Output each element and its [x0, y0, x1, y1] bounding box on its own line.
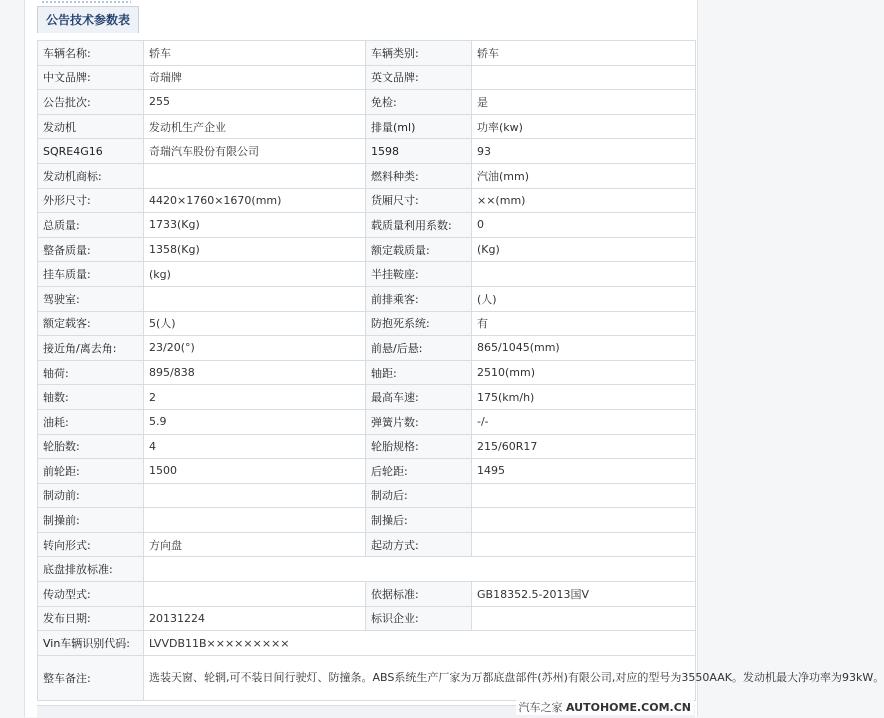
param-value	[472, 262, 696, 287]
param-value: 功率(kw)	[472, 114, 696, 139]
param-label: 发动机商标:	[38, 163, 144, 188]
param-label: 防抱死系统:	[366, 311, 472, 336]
table-row	[38, 459, 696, 484]
param-value: 1358(Kg)	[144, 237, 366, 262]
param-label: 前轮距:	[38, 459, 144, 484]
param-value: ××(mm)	[472, 188, 696, 213]
param-value	[144, 508, 366, 533]
param-value: 奇瑞牌	[144, 65, 366, 90]
param-value	[472, 65, 696, 90]
param-label: 整车备注:	[38, 655, 144, 700]
params-table	[37, 40, 884, 701]
table-row	[38, 360, 696, 385]
table-row	[38, 385, 696, 410]
param-label: 燃料种类:	[366, 163, 472, 188]
param-label: 轴荷:	[38, 360, 144, 385]
watermark-en: AUTOHOME.COM.CN	[566, 701, 691, 714]
param-value: 895/838	[144, 360, 366, 385]
param-value: 1500	[144, 459, 366, 484]
param-value: 175(km/h)	[472, 385, 696, 410]
decorative-dots	[41, 0, 131, 4]
table-row	[38, 90, 696, 115]
param-value: 4420×1760×1670(mm)	[144, 188, 366, 213]
param-value: 865/1045(mm)	[472, 336, 696, 361]
param-value: 255	[144, 90, 366, 115]
table-row	[38, 532, 696, 557]
table-row	[38, 582, 696, 607]
table-row	[38, 409, 696, 434]
param-value: 1495	[472, 459, 696, 484]
param-label: Vin车辆识别代码:	[38, 631, 144, 656]
param-value: 0	[472, 213, 696, 238]
param-value: 汽油(mm)	[472, 163, 696, 188]
table-row	[38, 557, 696, 582]
param-label: 轴距:	[366, 360, 472, 385]
param-value	[472, 483, 696, 508]
param-value-remark: 选装天窗、轮辋,可不装日间行驶灯、防撞条。ABS系统生产厂家为万都底盘部件(苏州)有限公司,对应的型号为3550AAK。发动机最大净功率为93kW。	[144, 655, 696, 700]
param-label: 额定载客:	[38, 311, 144, 336]
table-row	[38, 606, 696, 631]
table-row	[38, 139, 696, 164]
param-label: 依据标准:	[366, 582, 472, 607]
param-label: 1598	[366, 139, 472, 164]
param-label: 载质量利用系数:	[366, 213, 472, 238]
table-row	[38, 336, 696, 361]
param-value: 5.9	[144, 409, 366, 434]
watermark-cn: 汽车之家	[518, 701, 563, 714]
param-value: 1733(Kg)	[144, 213, 366, 238]
param-value	[472, 606, 696, 631]
param-label: 标识企业:	[366, 606, 472, 631]
param-label: 起动方式:	[366, 532, 472, 557]
param-label: 额定载质量:	[366, 237, 472, 262]
table-row	[38, 262, 696, 287]
param-label: 接近角/离去角:	[38, 336, 144, 361]
param-value	[472, 508, 696, 533]
param-label: 驾驶室:	[38, 286, 144, 311]
document-page	[24, 0, 884, 717]
param-value	[144, 557, 696, 582]
table-row	[38, 237, 696, 262]
tab-row	[37, 6, 139, 34]
param-label: 转向形式:	[38, 532, 144, 557]
param-label: 免检:	[366, 90, 472, 115]
param-value	[144, 286, 366, 311]
table-row	[38, 65, 696, 90]
param-value: 4	[144, 434, 366, 459]
param-label: 制动后:	[366, 483, 472, 508]
param-label: 半挂鞍座:	[366, 262, 472, 287]
param-value-vin: LVVDB11B×××××××××	[144, 631, 696, 656]
param-value: 2	[144, 385, 366, 410]
param-label: 英文品牌:	[366, 65, 472, 90]
param-label: 发动机	[38, 114, 144, 139]
table-row	[38, 508, 696, 533]
param-value: 2510(mm)	[472, 360, 696, 385]
table-row	[38, 655, 696, 700]
param-label: SQRE4G16	[38, 139, 144, 164]
param-value: (kg)	[144, 262, 366, 287]
table-row	[38, 188, 696, 213]
param-label: 车辆类别:	[366, 41, 472, 66]
table-row	[38, 163, 696, 188]
param-value	[144, 582, 366, 607]
table-row	[38, 41, 696, 66]
param-label: 轮胎规格:	[366, 434, 472, 459]
param-label: 底盘排放标准:	[38, 557, 144, 582]
param-label: 排量(ml)	[366, 114, 472, 139]
param-value	[144, 163, 366, 188]
param-label: 传动型式:	[38, 582, 144, 607]
table-row	[38, 286, 696, 311]
param-value: 23/20(°)	[144, 336, 366, 361]
param-value: -/-	[472, 409, 696, 434]
watermark	[516, 699, 695, 715]
param-value: 方向盘	[144, 532, 366, 557]
param-label: 车辆名称:	[38, 41, 144, 66]
param-value: 有	[472, 311, 696, 336]
param-label: 中文品牌:	[38, 65, 144, 90]
param-label: 前排乘客:	[366, 286, 472, 311]
param-label: 后轮距:	[366, 459, 472, 484]
param-value: 20131224	[144, 606, 366, 631]
param-label: 最高车速:	[366, 385, 472, 410]
param-value: GB18352.5-2013国V	[472, 582, 696, 607]
param-value: 发动机生产企业	[144, 114, 366, 139]
tab-announcement-params[interactable]: 公告技术参数表	[37, 6, 139, 33]
param-value: 5(人)	[144, 311, 366, 336]
param-label: 外形尺寸:	[38, 188, 144, 213]
table-row	[38, 483, 696, 508]
param-value: 93	[472, 139, 696, 164]
param-label: 前悬/后悬:	[366, 336, 472, 361]
param-value: (人)	[472, 286, 696, 311]
param-label: 油耗:	[38, 409, 144, 434]
param-label: 整备质量:	[38, 237, 144, 262]
table-row	[38, 114, 696, 139]
param-label: 货厢尺寸:	[366, 188, 472, 213]
param-value: 轿车	[144, 41, 366, 66]
param-label: 制动前:	[38, 483, 144, 508]
param-label: 挂车质量:	[38, 262, 144, 287]
table-row	[38, 213, 696, 238]
param-label: 制操后:	[366, 508, 472, 533]
table-row	[38, 631, 696, 656]
param-value: (Kg)	[472, 237, 696, 262]
table-row	[38, 434, 696, 459]
param-value: 轿车	[472, 41, 696, 66]
param-label: 轮胎数:	[38, 434, 144, 459]
table-row	[38, 311, 696, 336]
param-value: 是	[472, 90, 696, 115]
param-label: 总质量:	[38, 213, 144, 238]
param-label: 轴数:	[38, 385, 144, 410]
param-value: 215/60R17	[472, 434, 696, 459]
param-value	[472, 532, 696, 557]
param-value	[144, 483, 366, 508]
param-label: 发布日期:	[38, 606, 144, 631]
param-label: 公告批次:	[38, 90, 144, 115]
param-label: 弹簧片数:	[366, 409, 472, 434]
param-label: 制操前:	[38, 508, 144, 533]
param-value: 奇瑞汽车股份有限公司	[144, 139, 366, 164]
